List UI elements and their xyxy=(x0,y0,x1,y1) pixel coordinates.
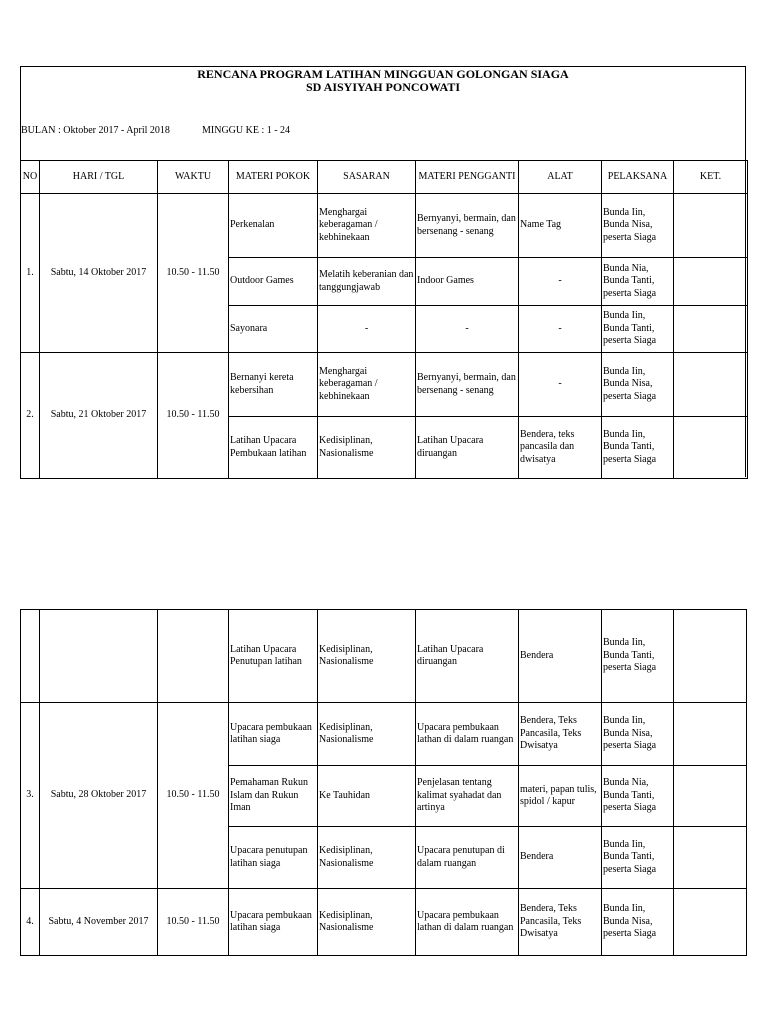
pelaksana-cell: Bunda Iin, Bunda Tanti, peserta Siaga xyxy=(602,610,674,703)
pelaksana-cell: Bunda Iin, Bunda Nisa, peserta Siaga xyxy=(602,889,674,956)
materi-pengganti-cell: Latihan Upacara diruangan xyxy=(416,610,519,703)
sasaran-cell: Menghargai keberagaman / kebhinekaan xyxy=(318,353,416,417)
ket-cell xyxy=(674,827,747,889)
materi-pengganti-cell: Penjelasan tentang kalimat syahadat dan artinya xyxy=(416,766,519,827)
alat-cell: Bendera xyxy=(519,610,602,703)
sasaran-cell: Ke Tauhidan xyxy=(318,766,416,827)
alat-cell: - xyxy=(519,258,602,306)
schedule-page-1 xyxy=(20,66,746,477)
ket-cell xyxy=(674,194,748,258)
header-waktu: WAKTU xyxy=(158,161,229,194)
session-date: Sabtu, 21 Oktober 2017 xyxy=(40,353,158,479)
schedule-table-continued xyxy=(20,609,747,956)
materi-pokok-cell: Upacara penutupan latihan siaga xyxy=(229,827,318,889)
sasaran-cell: - xyxy=(318,306,416,353)
table-header-row xyxy=(21,161,748,194)
materi-pengganti-cell: Latihan Upacara diruangan xyxy=(416,417,519,479)
materi-pengganti-cell: Upacara pembukaan lathan di dalam ruangan xyxy=(416,889,519,956)
materi-pengganti-cell: - xyxy=(416,306,519,353)
ket-cell xyxy=(674,889,747,956)
pelaksana-cell: Bunda Iin, Bunda Nisa, peserta Siaga xyxy=(602,194,674,258)
session-time: 10.50 - 11.50 xyxy=(158,889,229,956)
session-date: Sabtu, 14 Oktober 2017 xyxy=(40,194,158,353)
table-row xyxy=(21,353,748,417)
ket-cell xyxy=(674,703,747,766)
materi-pengganti-cell: Indoor Games xyxy=(416,258,519,306)
session-no: 2. xyxy=(21,353,40,479)
header-sasaran: SASARAN xyxy=(318,161,416,194)
alat-cell: Bendera, teks pancasila dan dwisatya xyxy=(519,417,602,479)
document-subtitle: SD AISYIYAH PONCOWATI xyxy=(305,80,461,94)
ket-cell xyxy=(674,417,748,479)
materi-pokok-cell: Upacara pembukaan latihan siaga xyxy=(229,889,318,956)
session-date: Sabtu, 4 November 2017 xyxy=(40,889,158,956)
session-no: 3. xyxy=(21,703,40,889)
pelaksana-cell: Bunda Iin, Bunda Nisa, peserta Siaga xyxy=(602,703,674,766)
alat-cell: Bendera, Teks Pancasila, Teks Dwisatya xyxy=(519,889,602,956)
ket-cell xyxy=(674,610,747,703)
ket-cell xyxy=(674,306,748,353)
ket-cell xyxy=(674,766,747,827)
pelaksana-cell: Bunda Iin, Bunda Nisa, peserta Siaga xyxy=(602,353,674,417)
session-time: 10.50 - 11.50 xyxy=(158,194,229,353)
materi-pokok-cell: Pemahaman Rukun Islam dan Rukun Iman xyxy=(229,766,318,827)
sasaran-cell: Melatih keberanian dan tanggungjawab xyxy=(318,258,416,306)
header-alat: ALAT xyxy=(519,161,602,194)
sasaran-cell: Menghargai keberagaman / kebhinekaan xyxy=(318,194,416,258)
session-no xyxy=(21,610,40,703)
session-no: 4. xyxy=(21,889,40,956)
pelaksana-cell: Bunda Nia, Bunda Tanti, peserta Siaga xyxy=(602,258,674,306)
ket-cell xyxy=(674,258,748,306)
session-date xyxy=(40,610,158,703)
sasaran-cell: Kedisiplinan, Nasionalisme xyxy=(318,889,416,956)
header-hari: HARI / TGL xyxy=(40,161,158,194)
table-row xyxy=(21,610,747,703)
materi-pengganti-cell: Upacara pembukaan lathan di dalam ruangan xyxy=(416,703,519,766)
alat-cell: - xyxy=(519,353,602,417)
schedule-table xyxy=(20,160,748,479)
materi-pengganti-cell: Bernyanyi, bermain, dan bersenang - senang xyxy=(416,353,519,417)
pelaksana-cell: Bunda Iin, Bunda Tanti, peserta Siaga xyxy=(602,306,674,353)
session-time: 10.50 - 11.50 xyxy=(158,353,229,479)
materi-pokok-cell: Bernanyi kereta kebersihan xyxy=(229,353,318,417)
materi-pokok-cell: Latihan Upacara Pembukaan latihan xyxy=(229,417,318,479)
header-no: NO xyxy=(21,161,40,194)
alat-cell: Bendera, Teks Pancasila, Teks Dwisatya xyxy=(519,703,602,766)
alat-cell: materi, papan tulis, spidol / kapur xyxy=(519,766,602,827)
week-label: MINGGU KE : 1 - 24 xyxy=(202,125,291,136)
session-time xyxy=(158,610,229,703)
materi-pokok-cell: Perkenalan xyxy=(229,194,318,258)
sasaran-cell: Kedisiplinan, Nasionalisme xyxy=(318,827,416,889)
table-row xyxy=(21,889,747,956)
session-time: 10.50 - 11.50 xyxy=(158,703,229,889)
table-row xyxy=(21,194,748,258)
table-row xyxy=(21,703,747,766)
header-materi-pengganti: MATERI PENGGANTI xyxy=(416,161,519,194)
ket-cell xyxy=(674,353,748,417)
materi-pokok-cell: Latihan Upacara Penutupan latihan xyxy=(229,610,318,703)
alat-cell: Bendera xyxy=(519,827,602,889)
alat-cell: Name Tag xyxy=(519,194,602,258)
pelaksana-cell: Bunda Iin, Bunda Tanti, peserta Siaga xyxy=(602,827,674,889)
header-pelaksana: PELAKSANA xyxy=(602,161,674,194)
header-ket: KET. xyxy=(674,161,748,194)
materi-pengganti-cell: Bernyanyi, bermain, dan bersenang - senang xyxy=(416,194,519,258)
materi-pokok-cell: Sayonara xyxy=(229,306,318,353)
materi-pengganti-cell: Upacara penutupan di dalam ruangan xyxy=(416,827,519,889)
sasaran-cell: Kedisiplinan, Nasionalisme xyxy=(318,610,416,703)
alat-cell: - xyxy=(519,306,602,353)
document-title: RENCANA PROGRAM LATIHAN MINGGUAN GOLONGAN SIAGA xyxy=(197,67,569,81)
session-no: 1. xyxy=(21,194,40,353)
sasaran-cell: Kedisiplinan, Nasionalisme xyxy=(318,703,416,766)
header-materi-pokok: MATERI POKOK xyxy=(229,161,318,194)
materi-pokok-cell: Upacara pembukaan latihan siaga xyxy=(229,703,318,766)
pelaksana-cell: Bunda Iin, Bunda Tanti, peserta Siaga xyxy=(602,417,674,479)
period-label: BULAN : Oktober 2017 - April 2018 xyxy=(21,125,170,136)
pelaksana-cell: Bunda Nia, Bunda Tanti, peserta Siaga xyxy=(602,766,674,827)
session-date: Sabtu, 28 Oktober 2017 xyxy=(40,703,158,889)
sasaran-cell: Kedisiplinan, Nasionalisme xyxy=(318,417,416,479)
materi-pokok-cell: Outdoor Games xyxy=(229,258,318,306)
